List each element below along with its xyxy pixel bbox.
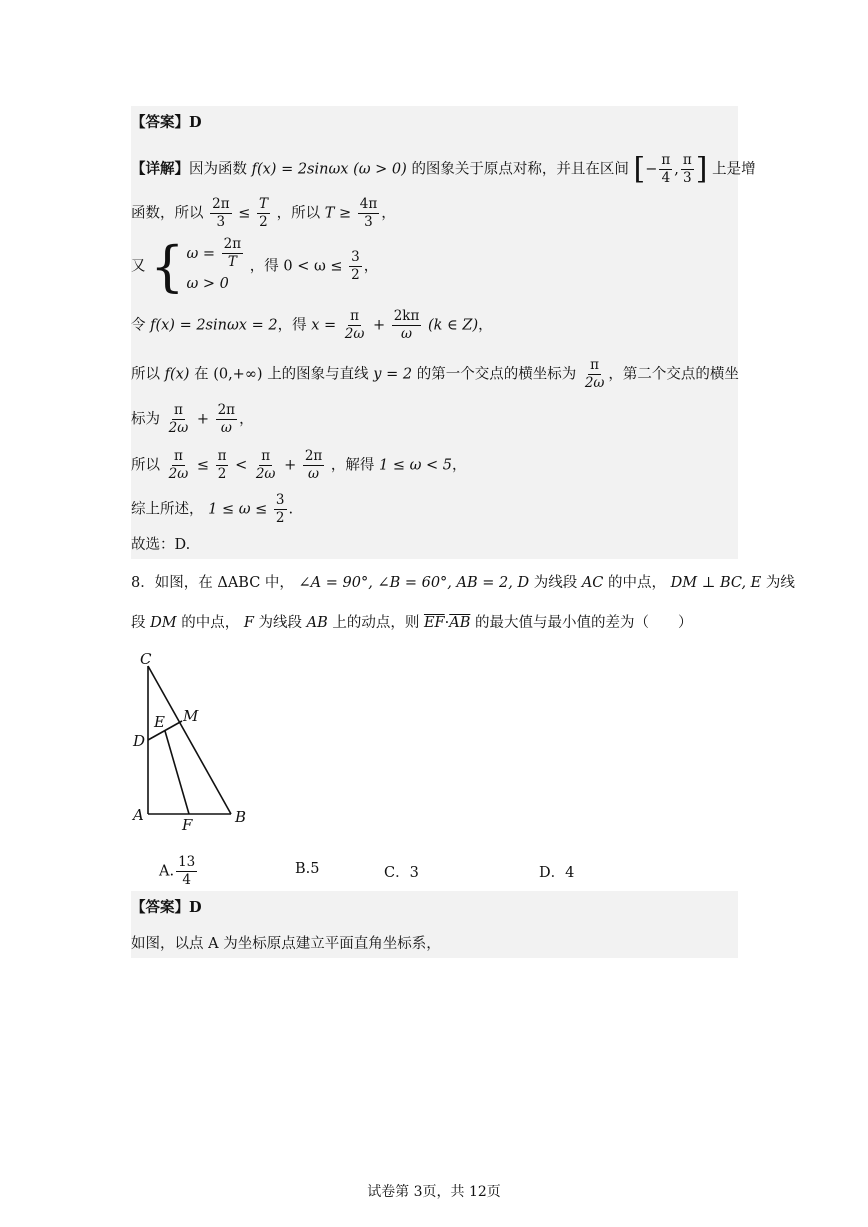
q7-detail-line-7: 所以 $\frac{\pi}{2\omega}$ ≤ $\frac{\pi}{2}$ < $\frac{\pi}{2\omega}$ + $\frac{2\pi}{\omega}$ ，解得 1 ≤ ω < 5，	[131, 448, 467, 482]
label-f: F	[182, 816, 193, 834]
segment-ef	[165, 731, 189, 814]
q7-answer: 【答案】D	[131, 114, 202, 131]
label-d: D	[133, 732, 146, 750]
q7-detail-line-2: 函数，所以 $\frac{2\pi}{3}$ ≤ $\frac{T}{2}$ ，所以 T ≥ $\frac{4\pi}{3}$ ，	[131, 196, 396, 230]
q7-detail-line-8: 综上所述， 1 ≤ ω ≤ $\frac{3}{2}$ .	[131, 492, 294, 526]
label-c: C	[140, 650, 152, 668]
label-e: E	[154, 713, 165, 731]
q8-answer: 【答案】D	[131, 899, 202, 916]
option-d[interactable]: D．4	[539, 865, 575, 881]
q7-detail-line-5: 所以 f(x) 在 (0,+∞) 上的图象与直线 y = 2 的第一个交点的横坐标为 $\frac{\pi}{2\omega}$ ，第二个交点的横坐	[131, 357, 739, 391]
option-c[interactable]: C．3	[384, 865, 419, 881]
triangle-figure	[128, 646, 258, 836]
q7-detail-line-1: 【详解】因为函数 f(x) = 2sinωx (ω > 0) 的图象关于原点对称，并且在区间 [− $\frac{\pi}{4}$ , $\frac{\pi}{3}$ ] 上是增	[131, 151, 756, 187]
q8-explanation: 如图，以点 A 为坐标原点建立平面直角坐标系，	[131, 936, 441, 952]
option-b[interactable]: B.5	[295, 861, 320, 877]
equation-system: { ω = $\frac{2\pi}{T}$ ω > 0	[150, 234, 242, 298]
page-footer: 试卷第 3页，共 12页	[367, 1184, 501, 1200]
q8-stem-line-2: 段 DM 的中点， F 为线段 AB 上的动点，则 $\overline{EF}\cdot\overline{AB}$ 的最大值与最小值的差为（ ）	[131, 615, 693, 631]
q7-detail-line-4: 令 f(x) = 2sinωx = 2，得 x = $\frac{\pi}{2\omega}$ + $\frac{2k\pi}{\omega}$ (k ∈ Z)，	[131, 308, 493, 342]
segment-cb	[148, 666, 231, 814]
label-a: A	[133, 806, 144, 824]
label-b: B	[235, 808, 247, 826]
q8-stem-line-1: 8．如图，在 ΔABC 中， ∠A = 90°, ∠B = 60°, AB = 2, D 为线段 AC 的中点， DM ⊥ BC, E 为线	[131, 575, 795, 591]
q7-conclusion: 故选：D.	[131, 537, 191, 553]
option-a[interactable]: A. $\frac{13}{4}$	[159, 854, 196, 888]
q7-detail-line-3: 又 { ω = $\frac{2\pi}{T}$ ω > 0 ，得 0 < ω ≤ $\frac{3}{2}$ ，	[131, 234, 379, 298]
q7-detail-line-6: 标为 $\frac{\pi}{2\omega}$ + $\frac{2\pi}{\omega}$ ，	[131, 402, 254, 436]
label-m: M	[183, 707, 199, 725]
